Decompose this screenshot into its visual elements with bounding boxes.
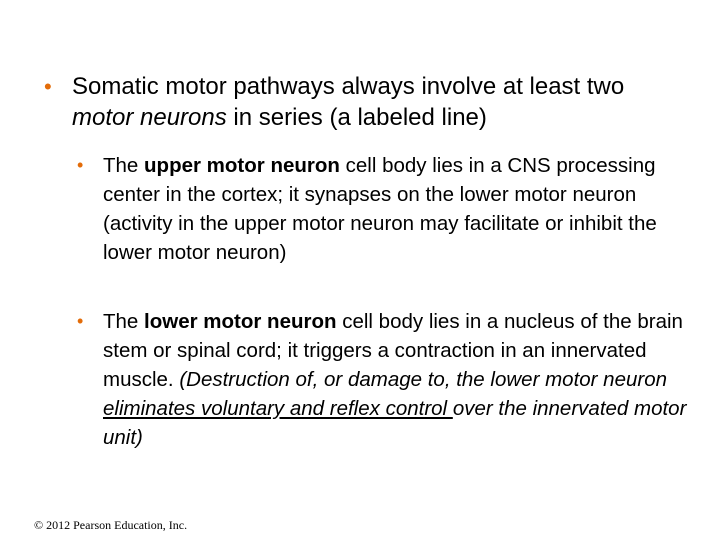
sub-bullet-bold-term: lower motor neuron (144, 310, 337, 333)
sub-bullet-text: cell body lies in a nucleus of the brain stem or spinal cord; it triggers a contraction in an innervated muscle. (103, 310, 683, 391)
sub-bullet-text: cell body lies in a CNS processing center in the cortex; it synapses on the lower motor neuron (activity in the upper motor neuron may facilitate or inhibit the lower motor neuron) (103, 154, 657, 264)
italic-note-underlined: eliminates voluntary and reflex control (103, 397, 453, 420)
sub-bullet-bold-term: upper motor neuron (144, 154, 340, 177)
italic-note-start: (Destruction of, or damage to, the lower motor neuron (179, 368, 668, 391)
main-bullet-italic: motor neurons (72, 104, 227, 131)
sub-bullet-prefix: The (103, 310, 145, 333)
italic-note-end: over the innervated motor unit) (103, 397, 687, 449)
main-bullet (28, 71, 688, 133)
bullet-marker: • (77, 311, 84, 331)
main-bullet-text: Somatic motor pathways always involve at least two (72, 73, 625, 100)
copyright-notice: © 2012 Pearson Education, Inc. (34, 518, 188, 532)
main-bullet-text-end: in series (a labeled line) (226, 104, 487, 131)
sub-bullet-lower-motor-neuron (74, 307, 692, 452)
bullet-marker: • (44, 74, 52, 99)
sub-bullet-upper-motor-neuron (74, 151, 692, 267)
bullet-marker: • (77, 155, 84, 175)
sub-bullet-prefix: The (103, 154, 145, 177)
sub-bullet-italic-note (103, 368, 686, 449)
